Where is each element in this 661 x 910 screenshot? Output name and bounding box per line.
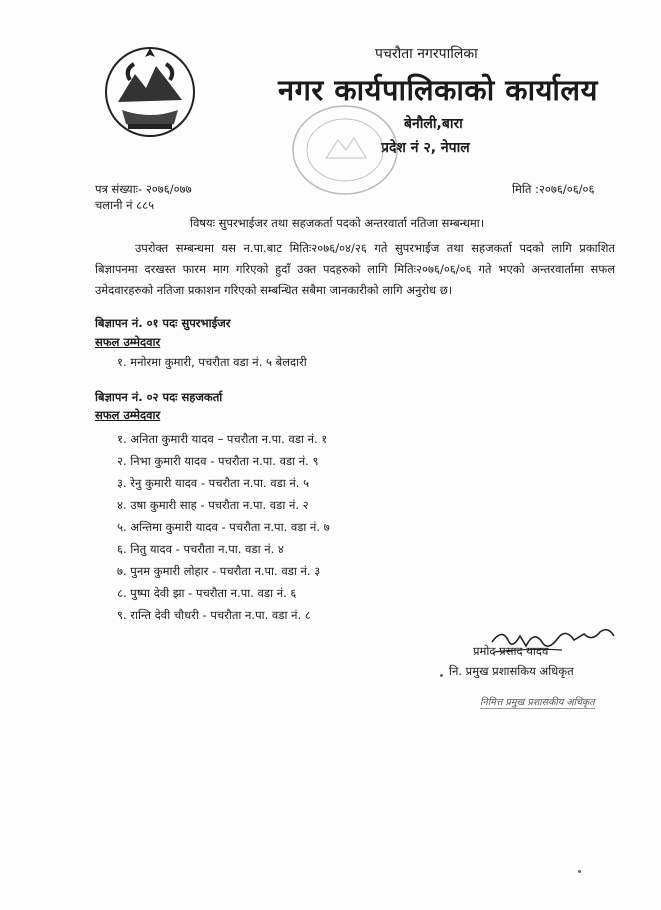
body-paragraph: उपरोक्त सम्बन्धमा यस न.पा.बाट मितिः२०७६/०४/२६ गते सुपरभाईज तथा सहजकर्ता पदको लागि प्रकाशित बिज्ञापनमा दरखस्त फारम माग गरिएको हुदाँ उक्त पदहरुको लागि मितिः२०७६/०६/०६ गते भएको अन्तरवार्तामा सफल उमेदवारहरुको नतिजा प्रकाशन गरिएको सम्बन्धित सबैमा जानकारीको लागि अनुरोध छ। bbox=[95, 241, 615, 297]
list-item: २. निभा कुमारी यादव - पचरौता न.पा. वडा नं. ९ bbox=[117, 454, 319, 468]
letter-number: पत्र संख्याः- २०७६/०७७ bbox=[95, 182, 192, 196]
list-item: १. अनिता कुमारी यादव – पचरौता न.पा. वडा नं. १ bbox=[117, 432, 328, 446]
list-item: ७. पुनम कुमारी लोहार - पचरौता न.पा. वडा नं. ३ bbox=[117, 564, 321, 578]
list-item: ४. उषा कुमारी साह - पचरौता न.पा. वडा नं. २ bbox=[117, 498, 309, 512]
office-title: नगर कार्यपालिकाको कार्यालय bbox=[278, 73, 598, 107]
ink-speck bbox=[578, 870, 581, 873]
letter-date: मिति :२०७६/०६/०६ bbox=[512, 182, 595, 196]
list-item: ९. रान्ति देवी चौधरी - पचरौता न.पा. वडा नं. ८ bbox=[117, 608, 311, 622]
ad1-successful-label: सफल उम्मेदवार bbox=[95, 335, 161, 349]
list-item: ३. रेनु कुमारी यादव - पचरौता न.पा. वडा नं. ५ bbox=[117, 476, 310, 490]
municipality-name: पचरौता नगरपालिका bbox=[375, 46, 478, 62]
office-address: बेनौली,बारा bbox=[404, 116, 463, 132]
ad1-candidate-list bbox=[117, 351, 307, 373]
signatory-name: प्रमोद प्रसाद यादव bbox=[473, 644, 549, 658]
ink-speck bbox=[440, 674, 443, 677]
list-item: ८. पुष्पा देवी झा - पचरौता न.पा. वडा नं. ६ bbox=[117, 586, 297, 600]
ad2-successful-label: सफल उम्मेदवार bbox=[95, 408, 161, 422]
office-province: प्रदेश नं २, नेपाल bbox=[381, 140, 470, 156]
ad2-heading: बिज्ञापन नं. ०२ पदः सहजकर्ता bbox=[95, 390, 223, 404]
list-item: १. मनोरमा कुमारी, पचरौता वडा नं. ५ बेलदारी bbox=[117, 355, 307, 369]
ad2-candidate-list bbox=[117, 428, 330, 626]
signatory-stamp: निमित्त प्रमुख प्रशासकीय अधिकृत bbox=[480, 697, 595, 708]
dispatch-number: चलानी नं ८८५ bbox=[95, 198, 155, 212]
signatory-title: नि. प्रमुख प्रशासकिय अधिकृत bbox=[449, 664, 574, 678]
list-item: ५. अन्तिमा कुमारी यादव - पचरौता न.पा. वडा नं. ७ bbox=[117, 520, 330, 534]
ad1-heading: बिज्ञापन नं. ०१ पदः सुपरभाईजर bbox=[95, 316, 231, 330]
list-item: ६. नितु यादव - पचरौता न.पा. वडा नं. ४ bbox=[117, 542, 284, 556]
nepal-emblem-icon bbox=[100, 40, 200, 140]
office-seal-icon bbox=[286, 100, 404, 200]
subject-line: विषयः सुपरभाईजर तथा सहजकर्ता पदको अन्तरवार्ता नतिजा सम्बन्धमा। bbox=[190, 216, 485, 230]
